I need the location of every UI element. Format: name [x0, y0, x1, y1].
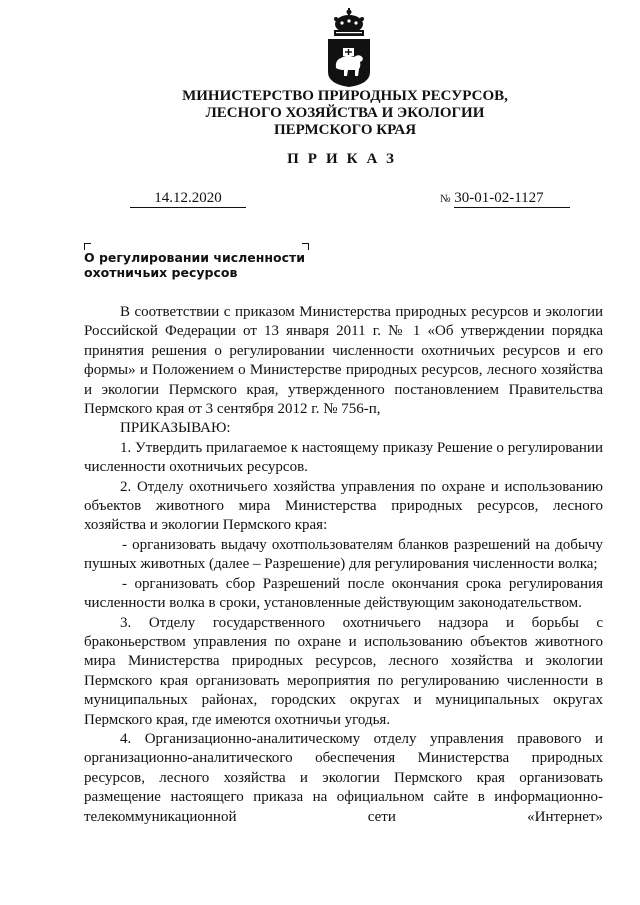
order-word: ПРИКАЗЫВАЮ:	[120, 420, 231, 437]
preamble-paragraph: В соответствии с приказом Министерства природных ресурсов и экологии Российской Федерации от 13 января 2011 г. № 1 «Об утверждении порядка принятия решения о регулировании численности охотничьих ресурсов и его формы» и Положением о Министерстве природных ресурсов, лесного хозяйства и экологии Пермского края, утвержденного постановлением Правительства Пермского края от 3 сентября 2012 г. № 756-п,	[84, 304, 603, 418]
item-4-paragraph: 4. Организационно-аналитическому отделу управления правового и организационно-аналитического обеспечения Министерства природных ресурсов, лесного хозяйства и экологии Пермского края организовать размещение настоящего приказа на официальном сайте в информационно-телекоммуникационной сети «Интернет»	[84, 730, 603, 825]
item-1-paragraph: 1. Утвердить прилагаемое к настоящему приказу Решение о регулировании численности охотничьих ресурсов.	[84, 439, 603, 476]
item-2-subitem-1: - организовать выдачу охотпользователям бланков разрешений на добычу пушных животных (далее – Разрешение) для регулирования численности волка;	[84, 536, 603, 573]
ministry-line: ЛЕСНОГО ХОЗЯЙСТВА И ЭКОЛОГИИ	[205, 105, 485, 121]
ministry-name	[150, 88, 540, 139]
order-body	[84, 303, 603, 827]
subject-line: О регулировании численности	[84, 250, 306, 265]
ministry-line: МИНИСТЕРСТВО ПРИРОДНЫХ РЕСУРСОВ,	[182, 88, 508, 104]
number-sign: №	[440, 193, 451, 205]
item-3-paragraph: 3. Отделу государственного охотничьего надзора и борьбы с браконьерством управления по охране и использованию объектов животного мира Министерства природных ресурсов, лесного хозяйства и экологии Пермского края организовать мероприятия по регулированию численности в муниципальных районах, городских округах и муниципальных округах Пермского края, где имеются охотничьи угодья.	[84, 614, 603, 728]
order-number	[440, 190, 570, 208]
order-subject	[84, 250, 314, 280]
ministry-line: ПЕРМСКОГО КРАЯ	[273, 122, 417, 138]
subject-line: охотничьих ресурсов	[84, 265, 238, 280]
subject-bracket-right	[302, 243, 309, 250]
subject-bracket-left	[84, 243, 91, 250]
perm-krai-coat-of-arms-icon	[323, 6, 375, 88]
order-number-value: 30-01-02-1127	[454, 190, 570, 208]
item-2-paragraph: 2. Отделу охотничьего хозяйства управления по охране и использованию объектов животного мира Министерства природных ресурсов, лесного хозяйства и экологии Пермского края:	[84, 478, 603, 534]
order-date: 14.12.2020	[130, 190, 246, 208]
item-2-subitem-2: - организовать сбор Разрешений после окончания срока регулирования численности волка в сроки, установленные действующим законодательством.	[84, 575, 603, 612]
document-type-heading: ПРИКАЗ	[287, 151, 403, 167]
